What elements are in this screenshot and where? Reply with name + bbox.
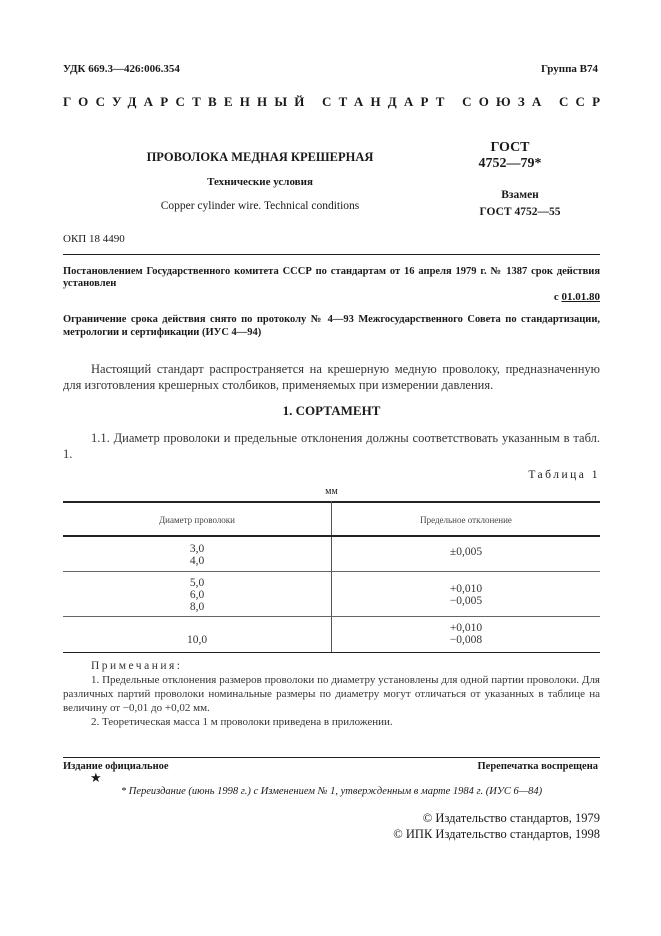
table-row-1-diameter (63, 543, 331, 567)
copyright-1998: © ИПК Издательство стандартов, 1998 (393, 827, 600, 841)
group-code: Группа В74 (540, 63, 598, 75)
udk-code: УДК 669.3—426:006.354 (63, 63, 180, 75)
effective-date-value: 01.01.80 (561, 291, 600, 303)
cell-value: 8,0 (189, 601, 205, 613)
col-header-diameter: Диаметр проволоки (159, 515, 235, 525)
cell-value: 4,0 (189, 555, 205, 567)
limit-note: Ограничение срока действия снято по протоколу № 4—93 Межгосударственного Совета по стандартизации, метрологии и сертификации (ИУС 4—94) (63, 314, 600, 338)
state-standard-heading: ГОСУДАРСТВЕННЫЙ СТАНДАРТ СОЮЗА ССР (63, 94, 608, 109)
table-bottom-rule (63, 652, 600, 653)
table-row-2-deviation (332, 583, 600, 607)
table-row-rule (63, 571, 600, 572)
cell-value: ±0,005 (449, 546, 483, 558)
table-row-3-deviation (332, 622, 600, 646)
note-2: 2. Теоретическая масса 1 м проволоки приведена в приложении. (91, 716, 393, 728)
replace-label: Взамен (501, 189, 539, 201)
cell-value: 5,0 (189, 577, 205, 589)
document-subtitle: Технические условия (207, 176, 313, 188)
replace-number: ГОСТ 4752—55 (479, 206, 561, 218)
footer-divider (63, 757, 600, 758)
gost-label: ГОСТ (490, 140, 530, 155)
table-unit: мм (325, 486, 338, 497)
table-header-rule (63, 535, 600, 537)
document-title: ПРОВОЛОКА МЕДНАЯ КРЕШЕРНАЯ (146, 150, 374, 164)
cell-value: −0,008 (449, 634, 483, 646)
reprint-prohibited-label: Перепечатка воспрещена (477, 761, 598, 772)
copyright-1979: © Издательство стандартов, 1979 (422, 811, 600, 825)
table-row-1-deviation (332, 546, 600, 558)
gost-designation (470, 140, 550, 172)
star-icon: ★ (90, 770, 102, 785)
cell-value: 3,0 (189, 543, 205, 555)
cell-value: −0,005 (449, 595, 483, 607)
gost-number: 4752—79* (478, 156, 542, 171)
table-row-3-diameter (63, 634, 331, 646)
okp-code: ОКП 18 4490 (63, 233, 125, 245)
cell-value: 10,0 (186, 634, 208, 646)
effective-prefix: с (553, 291, 559, 303)
table-caption: Таблица 1 (528, 469, 600, 481)
english-title: Copper cylinder wire. Technical conditions (160, 200, 360, 212)
notes-block (63, 673, 600, 729)
replaces-block (470, 187, 570, 221)
cell-value: +0,010 (449, 583, 483, 595)
col-header-deviation: Предельное отклонение (420, 515, 512, 525)
section-title: 1. СОРТАМЕНТ (282, 403, 381, 418)
cell-value: 6,0 (189, 589, 205, 601)
note-1: 1. Предельные отклонения размеров проволоки по диаметру установлены для одной партии проволоки. Для различных партий проволоки номинальные размеры по диаметру могут отличаться от указанных в таблице на величину от −0,01 до +0,02 мм. (63, 674, 600, 714)
notes-heading: Примечания: (91, 660, 183, 672)
official-edition-label: Издание официальное (63, 761, 169, 772)
divider (63, 254, 600, 255)
effective-date (554, 291, 600, 303)
paragraph-1-1: 1.1. Диаметр проволоки и предельные отклонения должны соответствовать указанным в табл. 1. (63, 431, 600, 461)
table-row-2-diameter (63, 577, 331, 613)
decree-text: Постановлением Государственного комитета СССР по стандартам от 16 апреля 1979 г. № 1387 срок действия установлен (63, 266, 600, 289)
reissue-note: * Переиздание (июнь 1998 г.) с Изменением № 1, утвержденным в марте 1984 г. (ИУС 6—84) (120, 786, 543, 797)
cell-value: +0,010 (449, 622, 483, 634)
table-row-rule (63, 616, 600, 617)
intro-paragraph: Настоящий стандарт распространяется на крешерную медную проволоку, предназначенную для изготовления крешерных столбиков, применяемых при измерении давления. (63, 362, 600, 392)
